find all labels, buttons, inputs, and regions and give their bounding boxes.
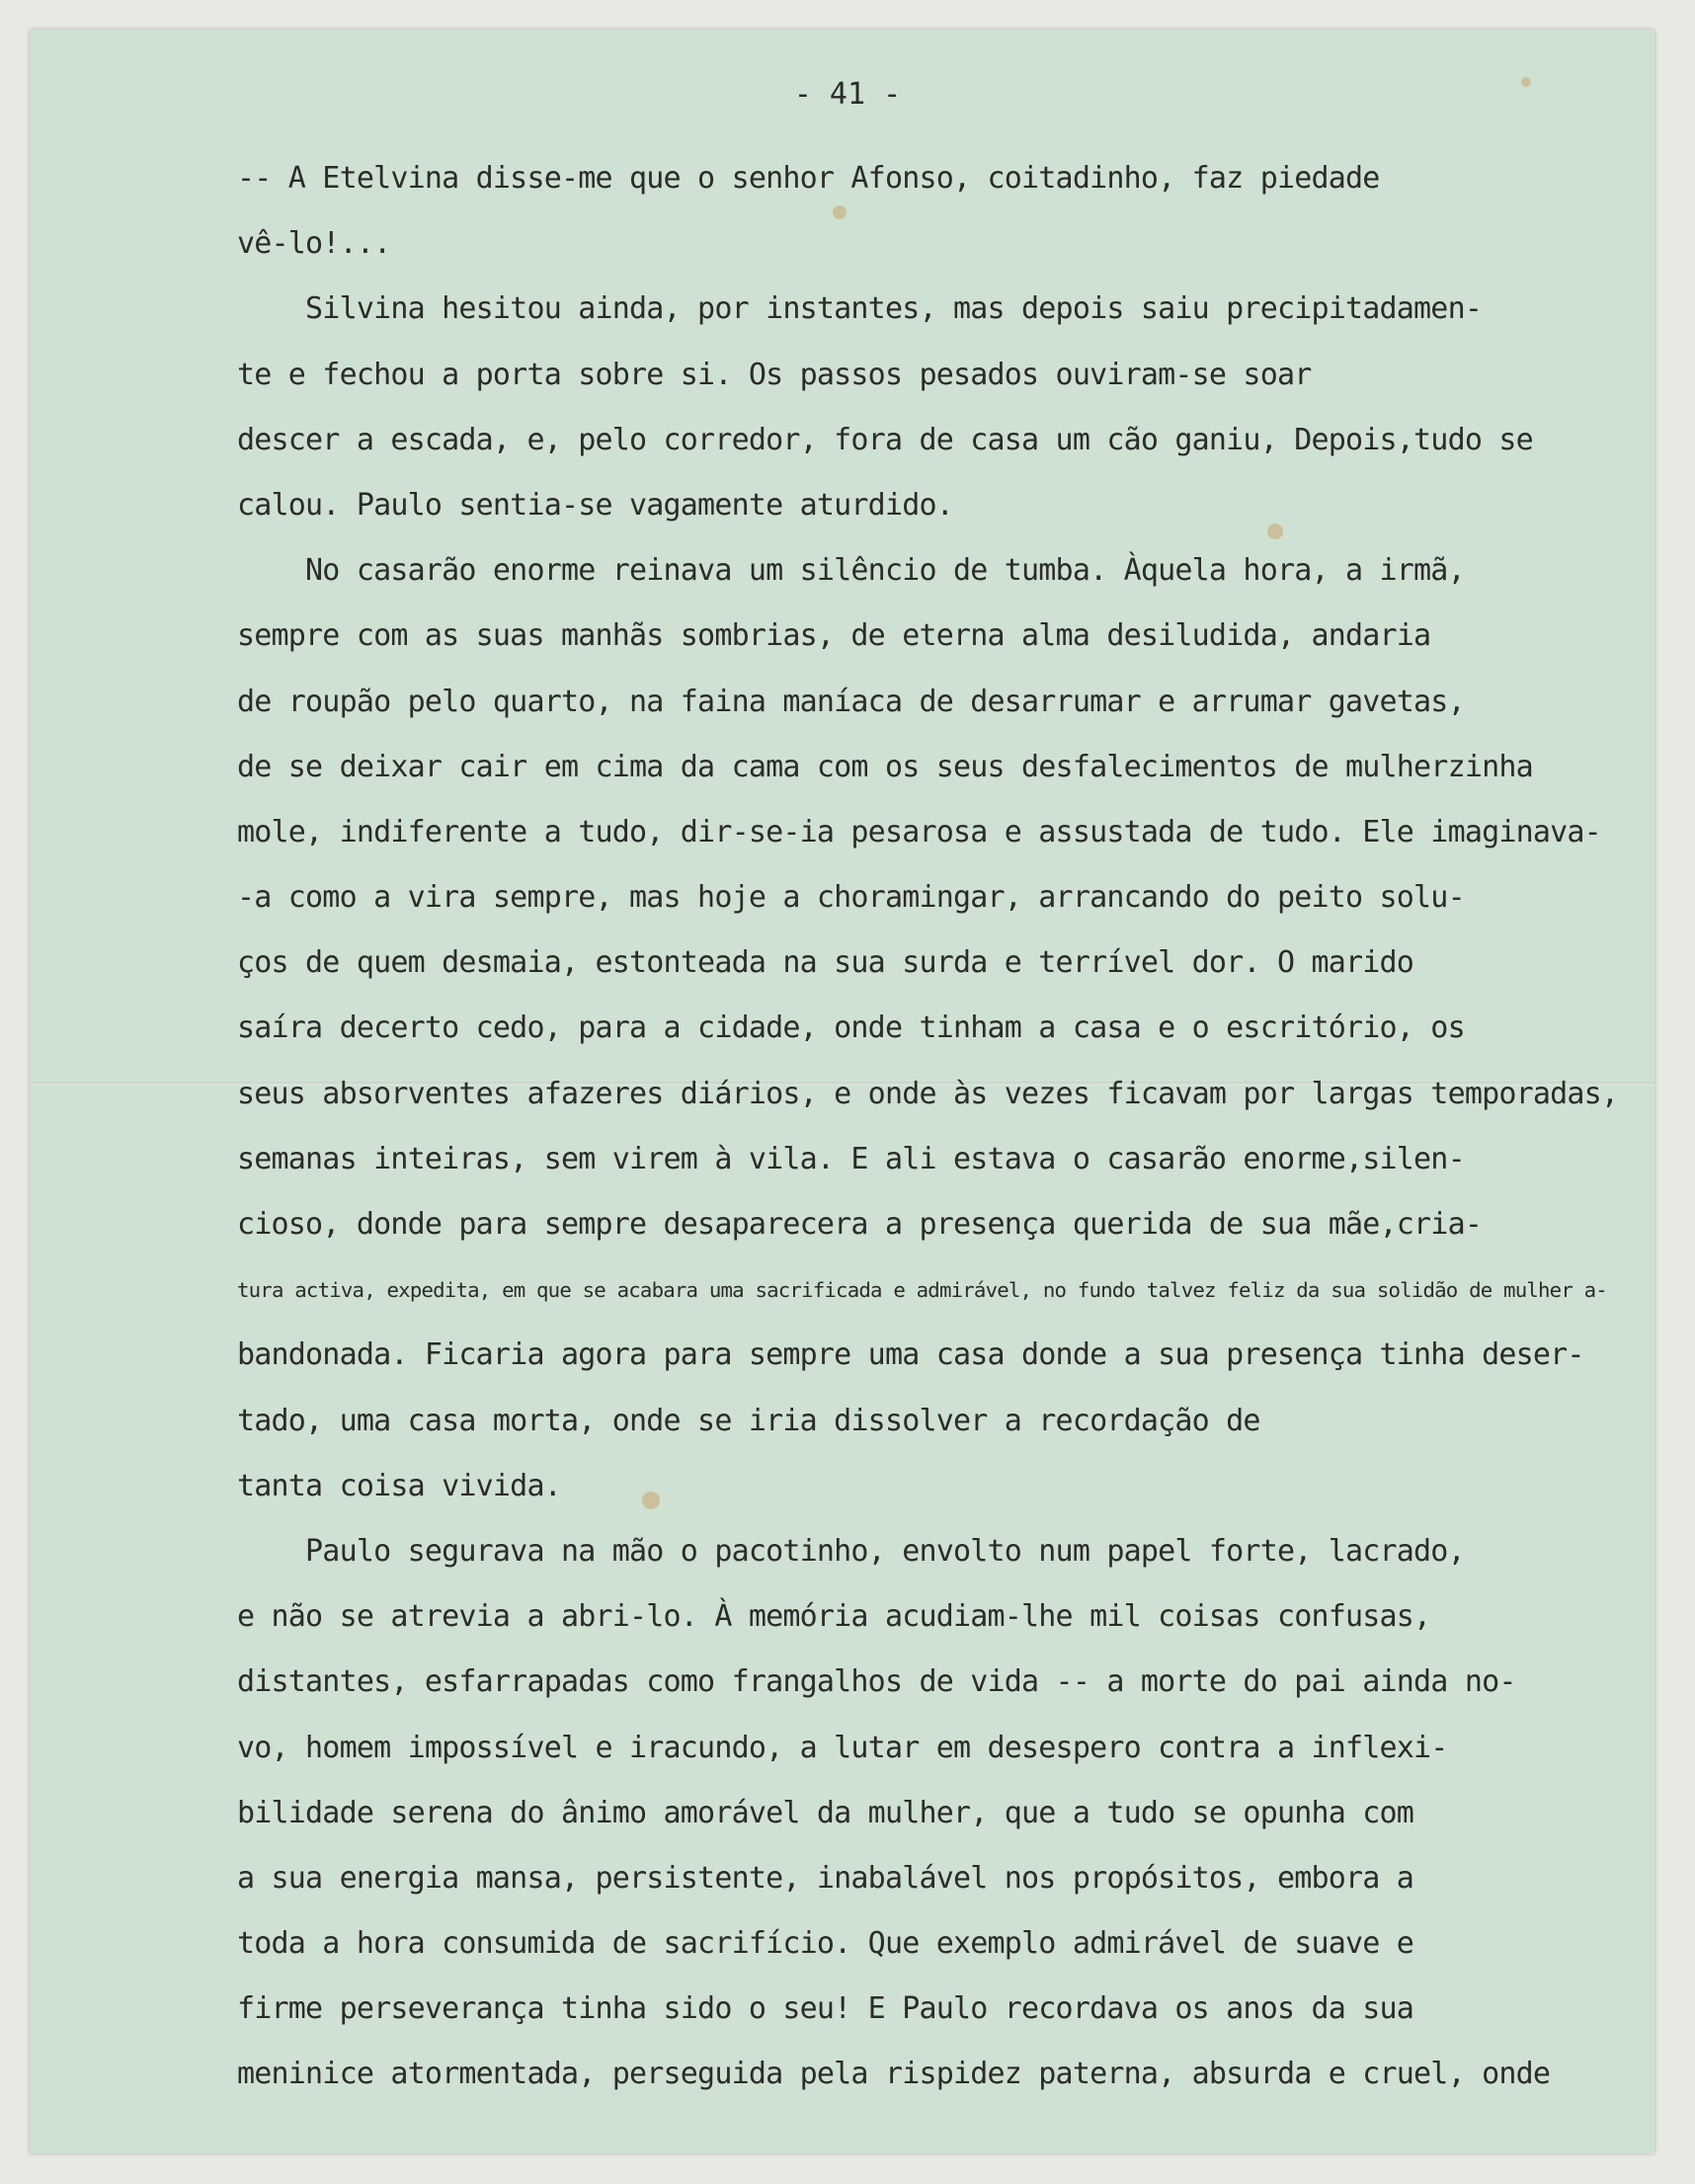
text-line: de se deixar cair em cima da cama com os seus desfalecimentos de mulherzinha bbox=[237, 749, 1533, 784]
text-line: bandonada. Ficaria agora para sempre uma casa donde a sua presença tinha deser- bbox=[237, 1337, 1584, 1373]
text-line: tado, uma casa morta, onde se iria dissolver a recordação de bbox=[237, 1403, 1260, 1438]
text-line: Silvina hesitou ainda, por instantes, mas depois saiu precipitadamen- bbox=[237, 291, 1483, 327]
text-line: de roupão pelo quarto, na faina maníaca de desarrumar e arrumar gavetas, bbox=[237, 684, 1465, 719]
text-line: seus absorventes afazeres diários, e onde às vezes ficavam por largas temporadas, bbox=[237, 1076, 1619, 1111]
text-line: firme perseverança tinha sido o seu! E Paulo recordava os anos da sua bbox=[237, 1991, 1414, 2027]
page-number: - 41 - bbox=[793, 77, 902, 112]
text-line: toda a hora consumida de sacrifício. Que exemplo admirável de suave e bbox=[237, 1926, 1414, 1962]
text-line: No casarão enorme reinava um silêncio de tumba. Àquela hora, a irmã, bbox=[237, 553, 1465, 589]
text-line: meninice atormentada, perseguida pela rispidez paterna, absurda e cruel, onde bbox=[237, 2057, 1551, 2092]
text-line: Paulo segurava na mão o pacotinho, envolto num papel forte, lacrado, bbox=[237, 1533, 1465, 1569]
text-line: ços de quem desmaia, estonteada na sua surda e terrível dor. O marido bbox=[237, 945, 1414, 981]
text-line: vê-lo!... bbox=[237, 226, 391, 262]
text-line: mole, indiferente a tudo, dir-se-ia pesarosa e assustada de tudo. Ele imaginava- bbox=[237, 814, 1601, 849]
text-line: e não se atrevia a abri-lo. À memória acudiam-lhe mil coisas confusas, bbox=[237, 1599, 1431, 1635]
text-line: saíra decerto cedo, para a cidade, onde tinham a casa e o escritório, os bbox=[237, 1011, 1465, 1046]
text-line: -a como a vira sempre, mas hoje a choramingar, arrancando do peito solu- bbox=[237, 880, 1465, 916]
text-line: bilidade serena do ânimo amorável da mulher, que a tudo se opunha com bbox=[237, 1795, 1414, 1830]
text-line: -- A Etelvina disse-me que o senhor Afonso, coitadinho, faz piedade bbox=[237, 161, 1380, 196]
typescript-body bbox=[237, 146, 1640, 2108]
text-line: a sua energia mansa, persistente, inabalável nos propósitos, embora a bbox=[237, 1860, 1414, 1896]
text-line: tanta coisa vivida. bbox=[237, 1468, 561, 1503]
text-line: semanas inteiras, sem virem à vila. E ali estava o casarão enorme,silen- bbox=[237, 1141, 1465, 1176]
text-line: cioso, donde para sempre desaparecera a presença querida de sua mãe,cria- bbox=[237, 1207, 1483, 1242]
text-line: te e fechou a porta sobre si. Os passos pesados ouviram-se soar bbox=[237, 357, 1312, 392]
text-line: descer a escada, e, pelo corredor, fora de casa um cão ganiu, Depois,tudo se bbox=[237, 422, 1533, 457]
text-line: distantes, esfarrapadas como frangalhos de vida -- a morte do pai ainda no- bbox=[237, 1664, 1516, 1700]
text-line: calou. Paulo sentia-se vagamente aturdido. bbox=[237, 487, 953, 523]
text-line: vo, homem impossível e iracundo, a lutar em desespero contra a inflexi- bbox=[237, 1730, 1448, 1765]
text-line: tura activa, expedita, em que se acabara uma sacrificada e admirável, no fundo talvez feliz da sua solidão de mulher a- bbox=[237, 1278, 1607, 1303]
text-line: sempre com as suas manhãs sombrias, de eterna alma desiludida, andaria bbox=[237, 618, 1431, 654]
